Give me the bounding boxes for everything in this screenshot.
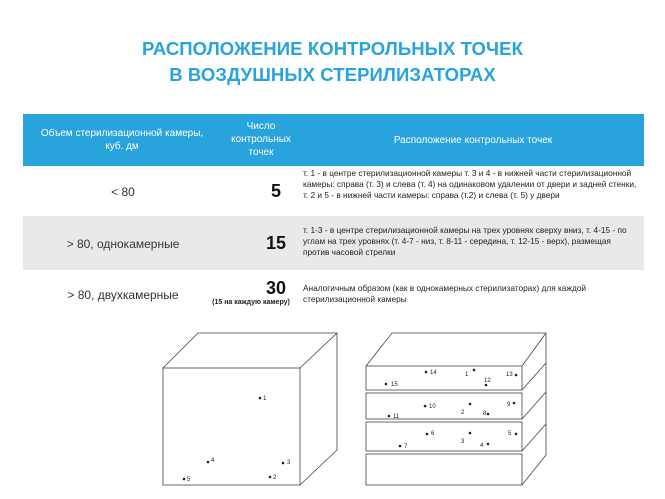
large-point-9-label: 9 <box>507 402 511 408</box>
large-point-6-label: 6 <box>431 431 435 437</box>
large-point-13-label: 13 <box>506 372 513 378</box>
header-volume: Объем стерилизационной камеры, куб. дм <box>40 128 204 152</box>
large-point-4 <box>480 443 489 449</box>
title-line-2: В ВОЗДУШНЫХ СТЕРИЛИЗАТОРАХ <box>169 64 496 85</box>
large-point-12 <box>484 378 491 386</box>
row-2-volume: > 80, однокамерные <box>66 237 180 251</box>
large-chamber-outline <box>366 333 546 485</box>
large-point-2-label: 2 <box>461 410 465 416</box>
large-point-11-label: 11 <box>393 414 400 420</box>
header-count: Число контрольных точек <box>231 121 291 158</box>
large-point-4-label: 4 <box>480 443 484 449</box>
row-1-location: т. 1 - в центре стерилизационной камеры т. 3 и 4 - в нижней части стерилизационной камеры: справа (т. 3) и слева (т. 4) на одинаковом удалении от двери и задней стенки, т. 2 и 5 - в нижней части камеры: справа (т.2) и слева (т. 5) у двери <box>303 168 637 200</box>
row-3-volume: > 80, двухкамерные <box>67 288 179 302</box>
row-1-volume: < 80 <box>111 185 135 199</box>
small-point-3-label: 3 <box>287 460 291 466</box>
small-point-2-label: 2 <box>273 475 277 481</box>
large-point-6 <box>426 431 435 437</box>
header-location: Расположение контрольных точек <box>393 135 553 146</box>
large-point-3 <box>461 432 471 445</box>
small-point-1-label: 1 <box>263 396 267 402</box>
large-point-5 <box>508 431 517 437</box>
large-point-2 <box>461 403 471 416</box>
large-point-1-label: 1 <box>465 372 469 378</box>
row-3-location: Аналогичным образом (как в однокамерных стерилизаторах) для каждой стерилизационной камеры <box>303 283 587 304</box>
large-point-9 <box>507 402 515 408</box>
small-point-5-label: 5 <box>187 477 191 483</box>
small-point-4-label: 4 <box>211 458 215 464</box>
large-point-14 <box>425 370 438 376</box>
title-line-1: РАСПОЛОЖЕНИЕ КОНТРОЛЬНЫХ ТОЧЕК <box>142 38 523 59</box>
large-point-7-label: 7 <box>404 444 408 450</box>
row-2-location: т. 1-3 - в центре стерилизационной камеры на трех уровнях сверху вниз, т. 4-15 - по углам на трех уровнях (т. 4-7 - низ, т. 8-11 - середина, т. 12-15 - верх), размещая против часовой стрелки <box>303 225 627 257</box>
large-point-13 <box>506 372 517 378</box>
large-point-5-label: 5 <box>508 431 512 437</box>
large-point-14-label: 14 <box>430 370 437 376</box>
large-point-15 <box>385 382 399 388</box>
large-point-8-label: 8 <box>483 411 487 417</box>
large-point-15-label: 15 <box>391 382 398 388</box>
large-point-1 <box>465 369 475 378</box>
row-1-count: 5 <box>270 181 281 201</box>
row-3-count: 30 <box>265 278 287 298</box>
row-2-count: 15 <box>265 233 287 253</box>
large-point-10-label: 10 <box>429 404 436 410</box>
row-3-count-note: (15 на каждую камеру) <box>212 299 290 306</box>
large-point-12-label: 12 <box>484 378 491 384</box>
large-point-3-label: 3 <box>461 439 465 445</box>
large-point-7 <box>399 444 408 450</box>
large-point-8 <box>483 411 489 417</box>
large-point-10 <box>424 404 437 410</box>
